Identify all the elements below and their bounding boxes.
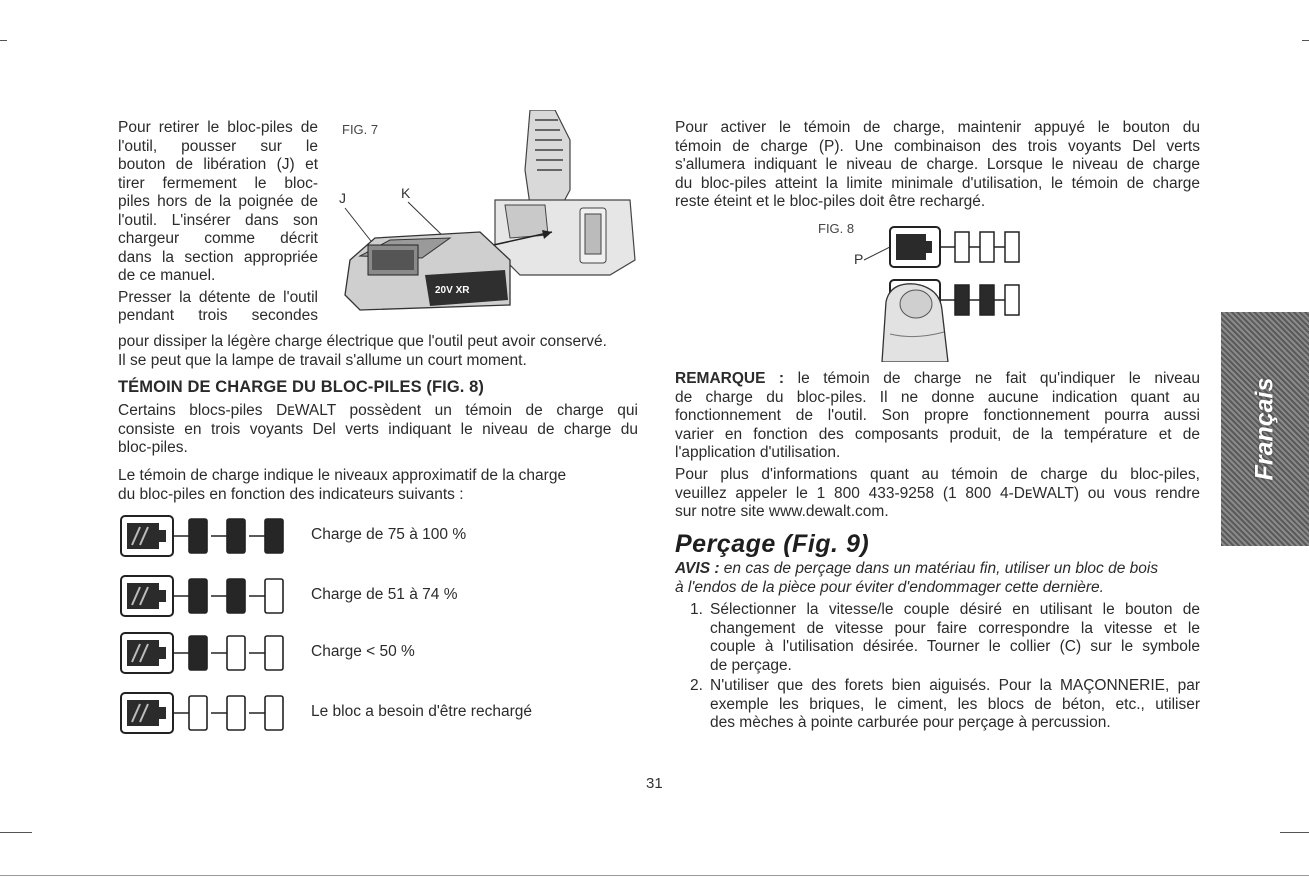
step-line: des mèches à pointe carburée pour perçage à percussion. — [710, 714, 1111, 731]
charge-gauge-icon — [118, 573, 298, 619]
tool-handle — [495, 110, 635, 275]
para-line: bloc-piles. — [118, 439, 188, 456]
intro-line: bouton de libération (J) et — [118, 156, 318, 173]
page-bottom-border — [0, 875, 1309, 876]
right-para1 — [675, 119, 1200, 212]
fig7-illustration — [330, 110, 640, 330]
steps-list — [690, 601, 1200, 733]
remarque-text: le témoin de charge ne fait qu'indiquer le niveau — [784, 370, 1200, 387]
charge-indicator-label: Charge de 75 à 100 % — [311, 526, 467, 543]
led-off — [265, 636, 283, 670]
fig8-gauge-top — [890, 227, 1019, 267]
fig7-leader-k — [408, 202, 445, 238]
language-side-tab — [1221, 312, 1309, 546]
intro-tail — [118, 333, 643, 370]
intro-line: de ce manuel. — [118, 267, 216, 284]
step-item — [690, 601, 1200, 675]
para-line: l'application d'utilisation. — [675, 444, 841, 461]
para-line: veuillez appeler le 1 800 433-9258 (1 800 4-DᴇWALT) ou vous rendre — [675, 484, 1200, 502]
battery-brand-label: 20V XR — [435, 285, 470, 296]
para-line: sur notre site www.dewalt.com. — [675, 503, 889, 520]
led-lit — [227, 519, 245, 553]
step-line: N'utiliser que des forets bien aiguisés. Pour la MAÇONNERIE, par — [710, 677, 1200, 694]
para-line: du bloc-piles en fonction des indicateurs suivants : — [118, 485, 464, 503]
remarque-block — [675, 370, 1200, 463]
section-heading-charge: TÉMOIN DE CHARGE DU BLOC-PILES (FIG. 8) — [118, 378, 484, 396]
intro-line: Pour retirer le bloc-piles de — [118, 119, 318, 136]
intro-line: Presser la détente de l'outil — [118, 288, 318, 306]
battery-pack — [345, 232, 510, 310]
step-line: Sélectionner la vitesse/le couple désiré en utilisant le bouton de — [710, 601, 1200, 618]
led-lit — [189, 519, 207, 553]
page-number: 31 — [646, 775, 663, 792]
fig8-callout-p: P — [854, 251, 864, 267]
para-line: de charge du bloc-piles. Il ne donne aucune indication quant au — [675, 388, 1200, 406]
fig8-label: FIG. 8 — [818, 221, 855, 236]
led-lit — [189, 636, 207, 670]
para-line: Pour plus d'informations quant au témoin de charge du bloc-piles, — [675, 466, 1200, 483]
para-line: reste éteint et le bloc-piles doit être rechargé. — [675, 193, 986, 210]
step-body — [710, 601, 1200, 675]
para-line: consiste en trois voyants Del verts indiquant le niveau de charge du — [118, 420, 638, 438]
para-line: fonctionnement de l'outil. Son propre fonctionnement pourra aussi — [675, 407, 1200, 424]
step-number: 1. — [690, 601, 703, 618]
step-number: 2. — [690, 677, 703, 694]
section-title-percage: Perçage (Fig. 9) — [675, 530, 870, 558]
info-block — [675, 466, 1200, 522]
charge-para1 — [118, 402, 638, 458]
led-off — [265, 696, 283, 730]
para-line: varier en fonction des composants produit, de la température et de — [675, 425, 1200, 443]
step-item — [690, 677, 1200, 733]
remarque-line-1 — [675, 370, 1200, 389]
intro-tail-line: pour dissiper la légère charge électrique que l'outil peut avoir conservé. — [118, 333, 607, 350]
charge-indicator-label: Charge de 51 à 74 % — [311, 586, 458, 603]
fig8-illustration — [860, 222, 1060, 362]
charge-gauge-icon — [118, 513, 298, 559]
para-line: Certains blocs-piles DᴇWALT possèdent un témoin de charge qui — [118, 402, 638, 419]
crop-mark-top-right — [1302, 40, 1309, 41]
crop-mark-bottom-left — [0, 832, 32, 833]
led-off — [265, 579, 283, 613]
intro-tail-line: Il se peut que la lampe de travail s'allume un court moment. — [118, 351, 527, 369]
fig7-callout-j: J — [339, 190, 346, 206]
para-line: Le témoin de charge indique le niveaux approximatif de la charge — [118, 467, 567, 484]
led-lit — [189, 579, 207, 613]
avis-block — [675, 560, 1200, 597]
led-off — [227, 696, 245, 730]
para-line: à l'endos de la pièce pour éviter d'endommager cette dernière. — [675, 578, 1104, 596]
avis-label: AVIS : — [675, 560, 720, 577]
intro-line: piles hors de la poignée de — [118, 193, 318, 210]
intro-line: chargeur comme décrit — [118, 230, 318, 247]
step-line: exemple les briques, le ciment, les blocs de béton, etc., utiliser — [710, 695, 1200, 713]
intro-line: tirer fermement le bloc- — [118, 174, 318, 192]
step-line: couple à l'utilisation désirée. Tourner le collier (C) sur le symbole — [710, 638, 1200, 655]
para-line: Pour activer le témoin de charge, maintenir appuyé le bouton du — [675, 119, 1200, 136]
led-lit — [265, 519, 283, 553]
charge-indicator-label: Le bloc a besoin d'être rechargé — [311, 703, 532, 720]
charge-gauge-icon — [118, 630, 298, 676]
step-body — [710, 677, 1200, 733]
intro-line: pendant trois secondes — [118, 307, 318, 324]
avis-line-1 — [675, 560, 1200, 579]
para-line: témoin de charge (P). Une combinaison des trois voyants Del verts — [675, 137, 1200, 155]
charge-para2 — [118, 467, 628, 504]
charge-gauge-icon — [118, 690, 298, 736]
intro-line: l'outil, pousser sur le — [118, 137, 318, 155]
crop-mark-top-left — [0, 40, 7, 41]
led-off — [227, 636, 245, 670]
led-lit — [227, 579, 245, 613]
intro-line: l'outil. L'insérer dans son — [118, 211, 318, 229]
para-line: s'allumera indiquant le niveau de charge. Lorsque le niveau de charge — [675, 156, 1200, 173]
fig8-leader-p — [864, 247, 890, 260]
intro-line: dans la section appropriée — [118, 248, 318, 266]
intro-column — [118, 119, 318, 326]
led-off — [189, 696, 207, 730]
fig7-label: FIG. 7 — [342, 122, 379, 137]
fig7-callout-k: K — [401, 185, 411, 201]
step-line: de perçage. — [710, 656, 792, 674]
avis-text: en cas de perçage dans un matériau fin, utiliser un bloc de bois — [719, 560, 1159, 577]
language-tab-label: Français — [1250, 377, 1279, 481]
para-line: du bloc-piles atteint la limite minimale d'utilisation, le témoin de charge — [675, 174, 1200, 192]
charge-indicator-label: Charge < 50 % — [311, 643, 415, 660]
crop-mark-bottom-right — [1280, 832, 1309, 833]
step-line: changement de vitesse pour faire correspondre la vitesse et le — [710, 619, 1200, 637]
remarque-label: REMARQUE : — [675, 370, 785, 387]
